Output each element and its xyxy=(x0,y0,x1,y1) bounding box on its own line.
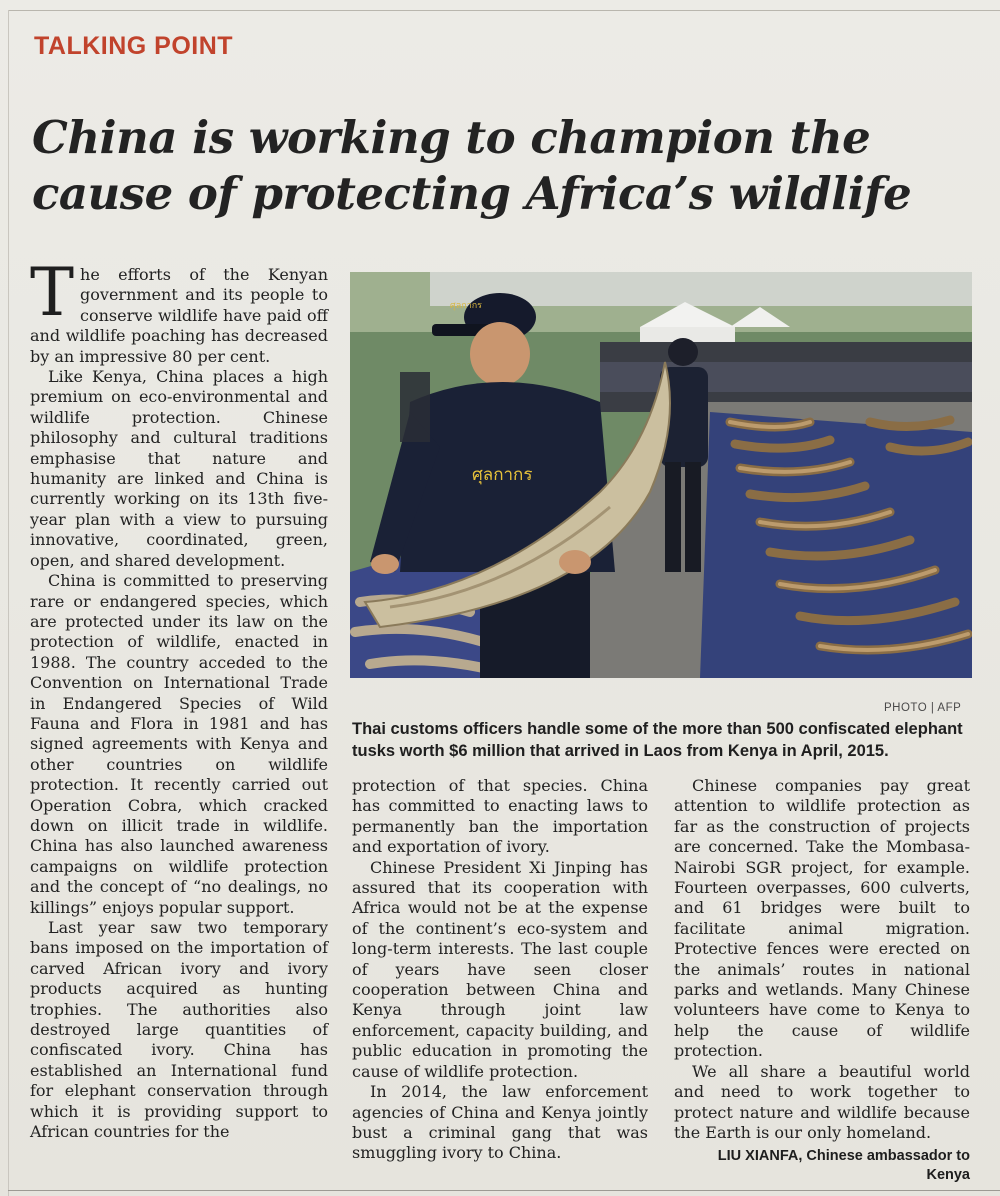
cap-lettering: ศุลกากร xyxy=(450,301,483,311)
article-column-2 xyxy=(352,776,648,1164)
section-kicker: TALKING POINT xyxy=(34,32,234,60)
photo-credit: PHOTO | AFP xyxy=(884,702,962,714)
ivory-tusks-photo xyxy=(350,272,972,678)
article-paragraph-8: Chinese companies pay great attention to wildlife protection as far as the construction of projects are concerned. Take the Mombasa-Nairobi SGR project, for example. Fourteen overpasses, 600 culverts, and 61 bridges were built to facilitate animal migration. Protective fences were erected on the animals’ routes in national parks and wetlands. Many Chinese volunteers have come to Kenya to help the cause of wildlife protection. xyxy=(674,776,970,1061)
article-paragraph-9: We all share a beautiful world and need to work together to protect nature and wildlife because the Earth is our only homeland. xyxy=(674,1061,970,1142)
article-paragraph-2: Like Kenya, China places a high premium on eco-environmental and wildlife protection. Chinese philosophy and cultural traditions emphasise that nature and humanity are linked and China is currently working on its 13th five-year plan with a view to pursuing innovative, coordinated, green, open, and shared development. xyxy=(30,367,328,570)
headline xyxy=(32,110,972,222)
top-rule xyxy=(8,10,1000,11)
article-column-1 xyxy=(30,254,328,1142)
article-paragraph-3: China is committed to preserving rare or endangered species, which are protected under its law on the protection of wildlife, enacted in 1988. The country acceded to the Convention on International Trade in Endangered Species of Wild Fauna and Flora in 1981 and has signed agreements with Kenya and other countries on wildlife protection. It recently carried out Operation Cobra, which cracked down on illicit trade in wildlife. China has also launched awareness campaigns on wildlife protection and the concept of “no dealings, no killings” enjoys popular support. xyxy=(30,571,328,917)
article-column-3 xyxy=(674,776,970,1185)
news-photo xyxy=(350,272,972,678)
article-paragraph-1-text: he efforts of the Kenyan government and its people to conserve wildlife have paid off and wildlife poaching has decreased by an impressive 80 per cent. xyxy=(30,265,328,366)
article-paragraph-7: In 2014, the law enforcement agencies of China and Kenya jointly bust a criminal gang that was smuggling ivory to China. xyxy=(352,1082,648,1163)
article-paragraph-1 xyxy=(30,254,328,367)
shirt-lettering: ศุลกากร xyxy=(472,465,533,485)
headline-line-1: China is working to champion the xyxy=(32,111,871,164)
left-edge-rule xyxy=(8,10,9,1196)
photo-caption: Thai customs officers handle some of the more than 500 confiscated elephant tusks worth $6 million that arrived in Laos from Kenya in April, 2015. xyxy=(352,720,963,760)
article-paragraph-5: protection of that species. China has committed to enacting laws to permanently ban the importation and exportation of ivory. xyxy=(352,776,648,857)
article-paragraph-4: Last year saw two temporary bans imposed on the importation of carved African ivory and ivory products acquired as hunting trophies. The authorities also destroyed large quantities of confiscated ivory. China has established an International fund for elephant conservation through which it is providing support to African countries for the xyxy=(30,918,328,1142)
article-paragraph-6: Chinese President Xi Jinping has assured that its cooperation with Africa would not be at the expense of the continent’s eco-system and long-term interests. The last couple of years have seen closer cooperation between China and Kenya through joint law enforcement, capacity building, and public education in promoting the cause of wildlife protection. xyxy=(352,857,648,1081)
drop-cap: T xyxy=(30,254,75,331)
bottom-rule xyxy=(8,1190,1000,1191)
author-byline: LIU XIANFA, Chinese ambassador to Kenya xyxy=(717,1148,970,1184)
headline-line-2: cause of protecting Africa’s wildlife xyxy=(32,167,912,220)
